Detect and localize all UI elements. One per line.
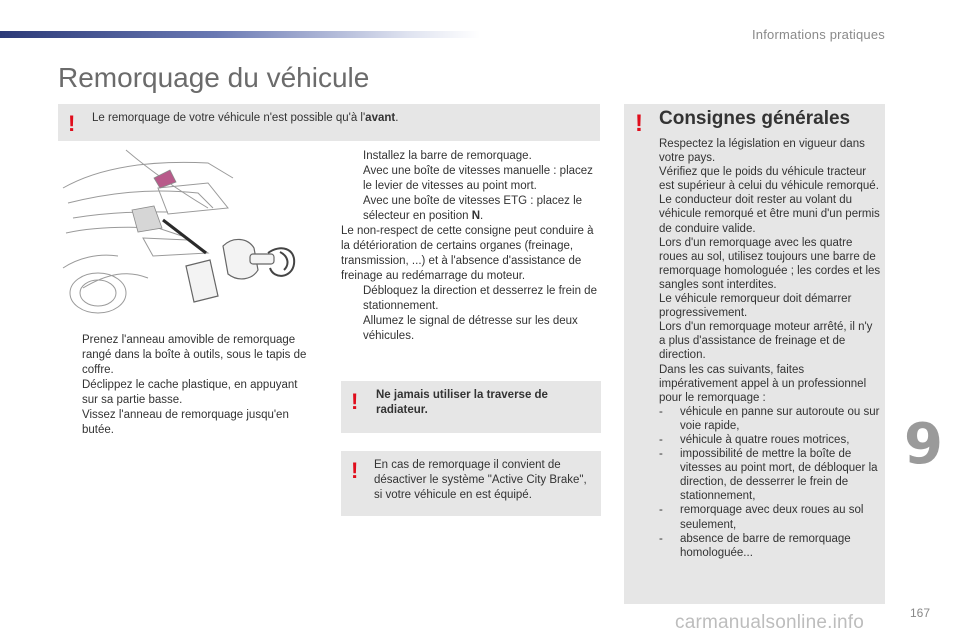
list-item: Vissez l'anneau de remorquage jusqu'en butée. [82, 409, 289, 436]
list-item: Avec une boîte de vitesses manuelle : placez le levier de vitesses au point mort. [363, 165, 593, 192]
mid-paragraph: Le non-respect de cette consigne peut conduire à la détérioration de certains organes (freinage, transmission, ...) et à l'absence d'assistance de freinage au redémarrage du moteur. [341, 225, 594, 282]
header-stripe [0, 31, 480, 38]
list-item: Déclippez le cache plastique, en appuyant sur sa partie basse. [82, 379, 298, 406]
top-warning-box [58, 104, 600, 141]
list-item: - remorquage avec deux roues au sol seulement, [659, 504, 864, 531]
warning-icon: ! [68, 111, 76, 136]
list-item: - impossibilité de mettre la boîte de vitesses au point mort, de débloquer la direction, de desserrer le frein de stationnement, [659, 448, 878, 503]
page-title: Remorquage du véhicule [58, 62, 370, 93]
list-item: - véhicule à quatre roues motrices, [659, 433, 850, 446]
list-item: Prenez l'anneau amovible de remorquage rangé dans la boîte à outils, sous le tapis de coffre. [82, 334, 307, 376]
general-body [659, 137, 881, 560]
general-paragraph: Respectez la législation en vigueur dans votre pays. [659, 138, 865, 165]
general-paragraph: Vérifiez que le poids du véhicule tracteur est supérieur à celui du véhicule remorqué. [659, 166, 879, 193]
general-paragraph: Le conducteur doit rester au volant du véhicule remorqué et être muni d'un permis de conduire valide. [659, 194, 880, 235]
list-item: Installez la barre de remorquage. [363, 150, 532, 162]
warning-icon: ! [351, 389, 359, 414]
warning-active-city-brake-text: En cas de remorquage il convient de désactiver le système "Active City Brake", si votre véhicule en est équipé. [374, 459, 587, 501]
top-warning-text: Le remorquage de votre véhicule n'est possible qu'à l'avant. [92, 112, 399, 124]
car-towing-eye-illustration [58, 148, 322, 318]
warning-radiator-text: Ne jamais utiliser la traverse de radiateur. [376, 389, 548, 416]
list-item: - véhicule en panne sur autoroute ou sur voie rapide, [659, 405, 880, 432]
list-item: Avec une boîte de vitesses ETG : placez le sélecteur en position N. [363, 195, 583, 222]
warning-icon: ! [635, 110, 643, 137]
general-title: Consignes générales [659, 108, 851, 129]
warning-icon: ! [351, 458, 359, 483]
section-title: Informations pratiques [751, 27, 885, 42]
general-paragraph: Le véhicule remorqueur doit démarrer progressivement. [659, 293, 852, 320]
list-item: Débloquez la direction et desserrez le frein de stationnement. [363, 285, 597, 312]
left-steps [60, 333, 316, 438]
warning-box-active-city-brake [341, 451, 601, 516]
general-instructions-box [624, 104, 885, 604]
chapter-number: 9 [904, 412, 943, 477]
page-number: 167 [910, 606, 931, 620]
general-paragraph: Lors d'un remorquage avec les quatre roues au sol, utilisez toujours une barre de remorquage homologuée ; les cordes et les sangles sont interdites. [659, 236, 881, 291]
warning-box-radiator [341, 381, 601, 433]
general-paragraph: Lors d'un remorquage moteur arrêté, il n'y a plus d'assistance de freinage et de direction. [659, 321, 873, 362]
middle-column [341, 149, 603, 344]
list-item: - absence de barre de remorquage homologuée... [659, 532, 851, 559]
list-item: Allumez le signal de détresse sur les deux véhicules. [363, 315, 578, 342]
watermark: carmanualsonline.info [675, 612, 865, 633]
general-paragraph: Dans les cas suivants, faites impérativement appel à un professionnel pour le remorquage : [659, 363, 867, 404]
